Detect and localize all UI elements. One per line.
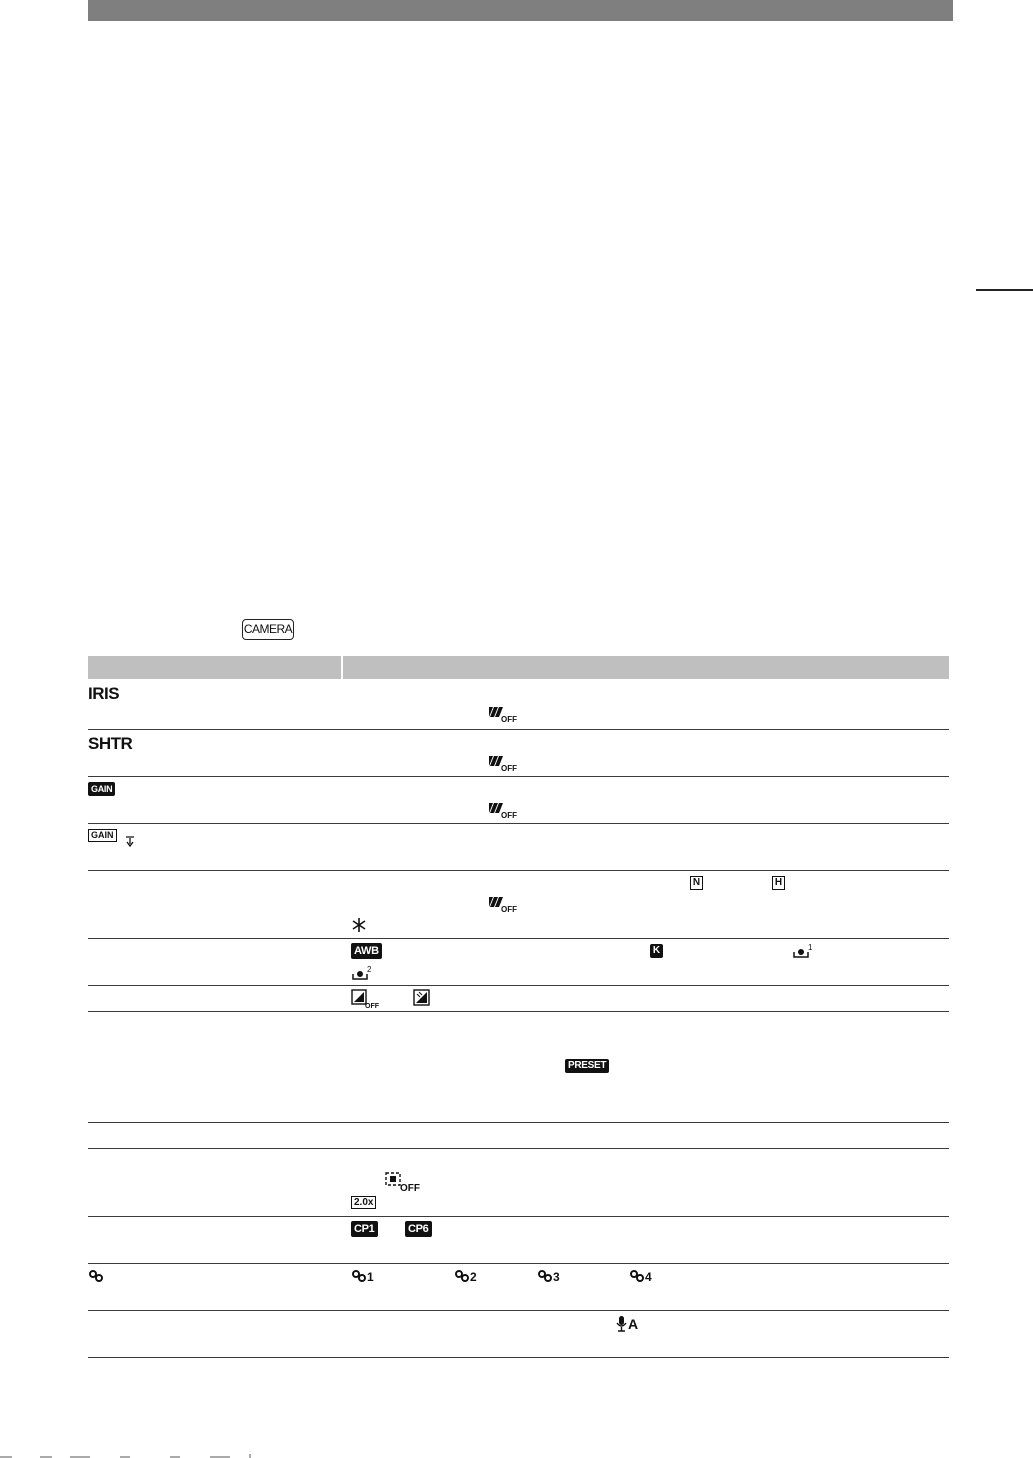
cp6-icon: CP6 (405, 1221, 432, 1237)
gain-icon: GAIN (88, 782, 115, 796)
table-row-preset (88, 1012, 949, 1123)
table-row-custom-function (88, 1264, 949, 1311)
gain-limit-icon: GAIN (88, 829, 117, 842)
mic-auto-letter: A (628, 1316, 639, 1332)
custom-4-icon (629, 1269, 655, 1283)
page-header-bar (88, 0, 953, 21)
custom-1-num: 1 (367, 1270, 374, 1284)
custom-2-num: 2 (470, 1270, 477, 1284)
limit-arrow-icon (125, 836, 135, 848)
awb-icon: AWB (351, 943, 382, 959)
set-2-icon (351, 964, 373, 982)
table-header-col-1 (88, 656, 341, 679)
custom-3-icon (537, 1269, 563, 1283)
table-row-digital-zoom (88, 1149, 949, 1217)
backlight-off-text: OFF (365, 1003, 379, 1010)
n-box-icon: N (690, 876, 703, 890)
table-row-iris (88, 679, 949, 730)
h-box-icon: H (772, 876, 785, 890)
custom-gear-icon (88, 1269, 104, 1283)
preset-icon: PRESET (565, 1059, 609, 1073)
set-1-icon (792, 942, 814, 960)
svg-text:OFF: OFF (501, 764, 517, 773)
svg-text:OFF: OFF (501, 715, 517, 724)
wind-screen-off-icon (487, 895, 517, 914)
wind-screen-off-icon (487, 754, 517, 773)
custom-3-num: 3 (553, 1270, 560, 1284)
kelvin-icon: K (650, 944, 663, 958)
footer-crop-marks (0, 1452, 270, 1458)
cp1-icon: CP1 (351, 1221, 378, 1237)
table-row-mic (88, 1311, 949, 1358)
table-header-col-2 (343, 656, 949, 679)
table-row-white-balance (88, 939, 949, 986)
side-tab-rule (976, 289, 1033, 291)
backlight-icon (413, 989, 431, 1007)
table-row-gain-limit (88, 824, 949, 871)
digital-zoom-off-text: OFF (400, 1183, 420, 1194)
wind-screen-off-icon (487, 801, 517, 820)
shutter-icon: SHTR (88, 734, 133, 753)
zoom-2x-icon: 2.0x (351, 1196, 376, 1209)
table-row-backlight (88, 986, 949, 1012)
table-row-exposure (88, 871, 949, 939)
table-row-blank (88, 1123, 949, 1149)
table-row-gain (88, 777, 949, 824)
wind-screen-off-icon (487, 705, 517, 724)
set-1-sub: 1 (808, 943, 813, 952)
backlight-off-icon (351, 989, 379, 1009)
iris-icon: IRIS (88, 684, 120, 703)
table-row-shutter (88, 730, 949, 777)
custom-4-num: 4 (645, 1270, 652, 1284)
mic-auto-icon (616, 1315, 640, 1333)
custom-2-icon (454, 1269, 480, 1283)
table-header (88, 656, 949, 679)
camera-mode-badge: CAMERA (242, 619, 294, 640)
custom-1-icon (351, 1269, 377, 1283)
digital-zoom-off-icon (384, 1171, 418, 1193)
svg-text:OFF: OFF (501, 905, 517, 914)
svg-text:OFF: OFF (501, 811, 517, 820)
set-2-sub: 2 (367, 965, 372, 974)
asterisk-icon (351, 917, 367, 933)
table-row-custom-picture (88, 1217, 949, 1264)
settings-table (88, 656, 949, 1358)
